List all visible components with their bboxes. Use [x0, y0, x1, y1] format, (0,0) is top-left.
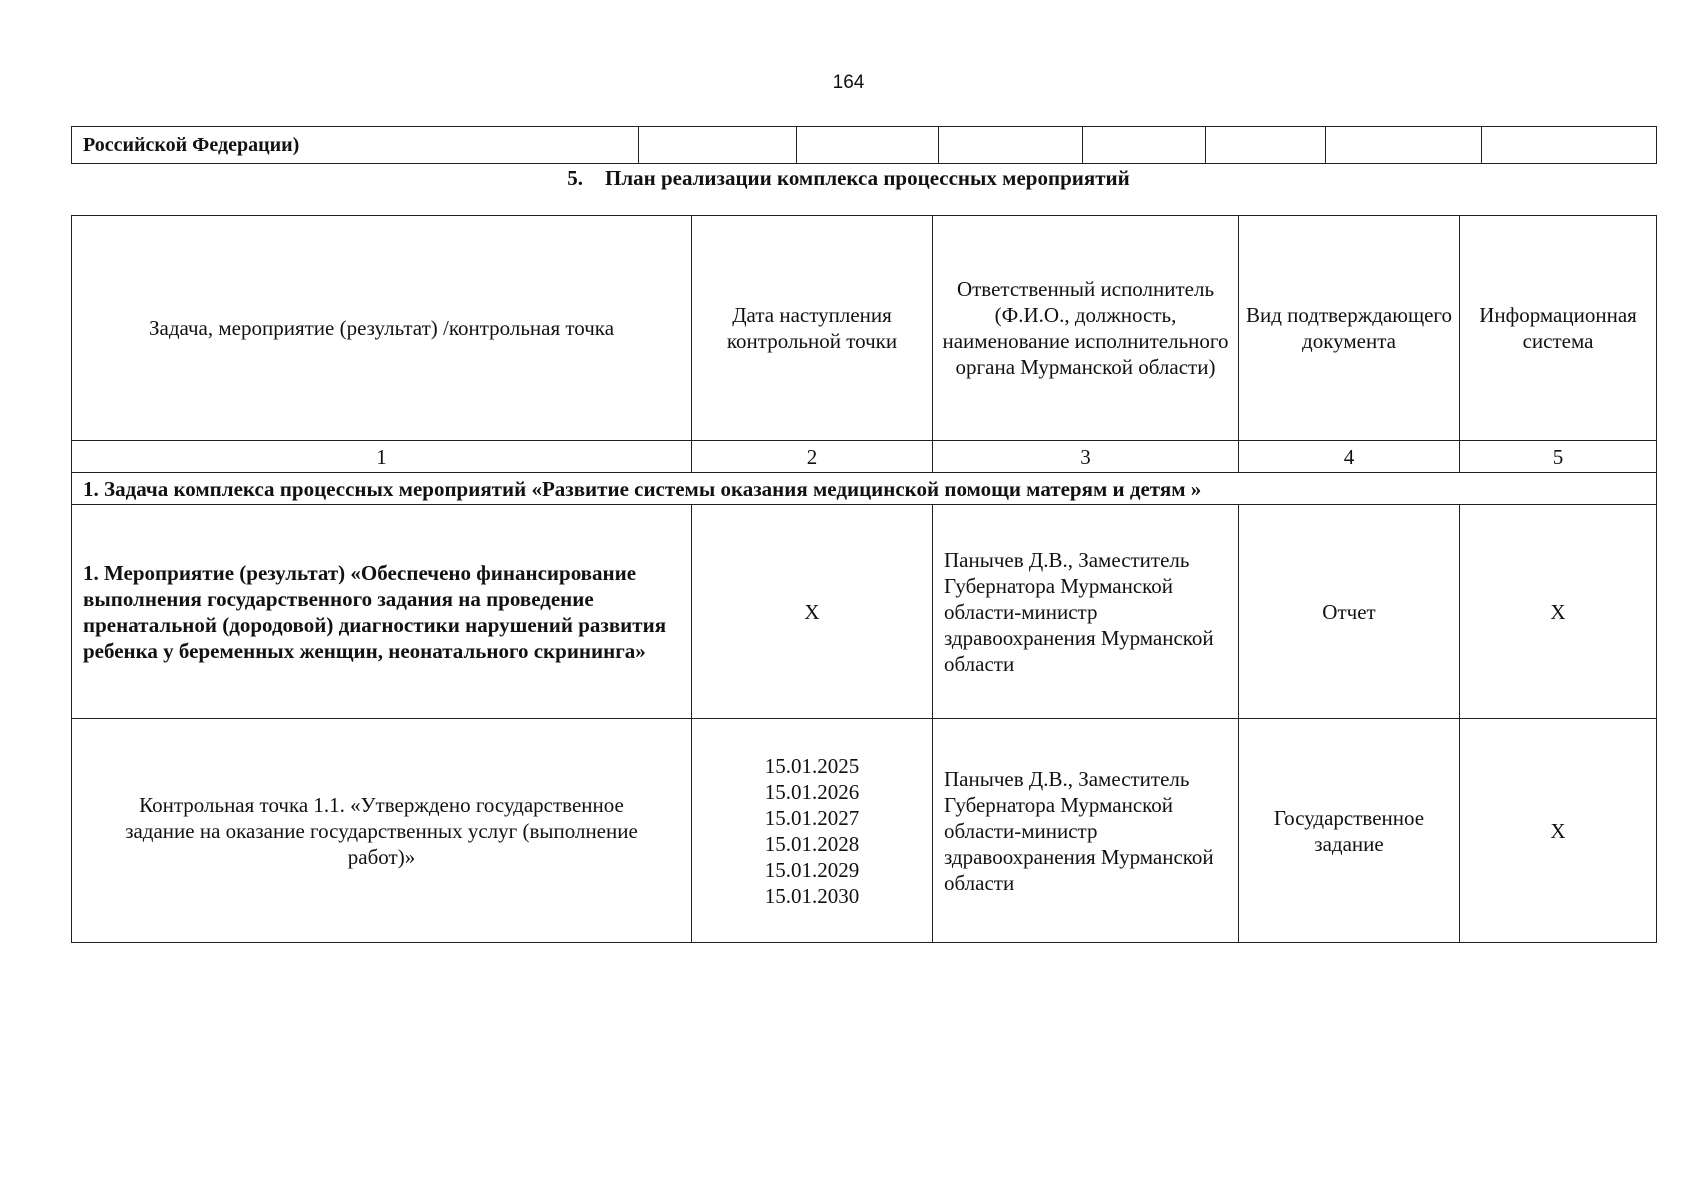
section-title: [0, 166, 1697, 191]
event-name: 1. Мероприятие (результат) «Обеспечено финансирование выполнения государственного задания на проведение пренатальной (дородовой) диагностики нарушений развития ребенка у беременных женщин, неонатального скрининга»: [72, 505, 692, 719]
continuation-table: [71, 126, 1657, 164]
header-system: Информационная система: [1460, 216, 1657, 441]
plan-table: [71, 215, 1657, 943]
column-number: 1: [72, 441, 692, 473]
event-system: X: [1460, 505, 1657, 719]
continuation-row: [72, 127, 1657, 164]
section-title-text: План реализации комплекса процессных мероприятий: [604, 166, 1130, 190]
checkpoint-date: 15.01.2030: [764, 883, 860, 908]
column-number-row: [72, 441, 1657, 473]
continuation-cell: [796, 127, 939, 164]
column-number: 2: [692, 441, 933, 473]
continuation-cell: [1481, 127, 1656, 164]
continuation-cell: [639, 127, 796, 164]
checkpoint-dates: [692, 719, 933, 943]
column-number: 5: [1460, 441, 1657, 473]
checkpoint-document: Государственное задание: [1239, 719, 1460, 943]
event-row: [72, 505, 1657, 719]
section-number: 5.: [567, 166, 583, 190]
task-title: 1. Задача комплекса процессных мероприятий «Развитие системы оказания медицинской помощи матерям и детям »: [72, 473, 1657, 505]
continuation-cell-text: Российской Федерации): [72, 127, 639, 164]
checkpoint-date: 15.01.2027: [764, 805, 860, 830]
page-number: 164: [832, 72, 865, 93]
checkpoint-date: 15.01.2026: [764, 779, 860, 804]
checkpoint-date: 15.01.2028: [764, 831, 860, 856]
checkpoint-date: 15.01.2025: [764, 753, 860, 778]
checkpoint-system: X: [1460, 719, 1657, 943]
column-number: 3: [933, 441, 1239, 473]
checkpoint-row: [72, 719, 1657, 943]
continuation-cell: [1082, 127, 1206, 164]
event-date: X: [692, 505, 933, 719]
header-responsible: Ответственный исполнитель (Ф.И.О., должность, наименование исполнительного органа Мурманской области): [933, 216, 1239, 441]
header-document: Вид подтверждающего документа: [1239, 216, 1460, 441]
event-document: Отчет: [1239, 505, 1460, 719]
header-row: [72, 216, 1657, 441]
column-number: 4: [1239, 441, 1460, 473]
event-responsible: Панычев Д.В., Заместитель Губернатора Мурманской области-министр здравоохранения Мурманской области: [933, 505, 1239, 719]
checkpoint-name: Контрольная точка 1.1. «Утверждено государственное задание на оказание государственных услуг (выполнение работ)»: [72, 719, 692, 943]
continuation-cell: [939, 127, 1083, 164]
continuation-cell: [1326, 127, 1481, 164]
checkpoint-date: 15.01.2029: [764, 857, 860, 882]
header-date: Дата наступления контрольной точки: [692, 216, 933, 441]
task-row: [72, 473, 1657, 505]
checkpoint-responsible: Панычев Д.В., Заместитель Губернатора Мурманской области-министр здравоохранения Мурманской области: [933, 719, 1239, 943]
continuation-cell: [1206, 127, 1326, 164]
header-task: Задача, мероприятие (результат) /контрольная точка: [72, 216, 692, 441]
